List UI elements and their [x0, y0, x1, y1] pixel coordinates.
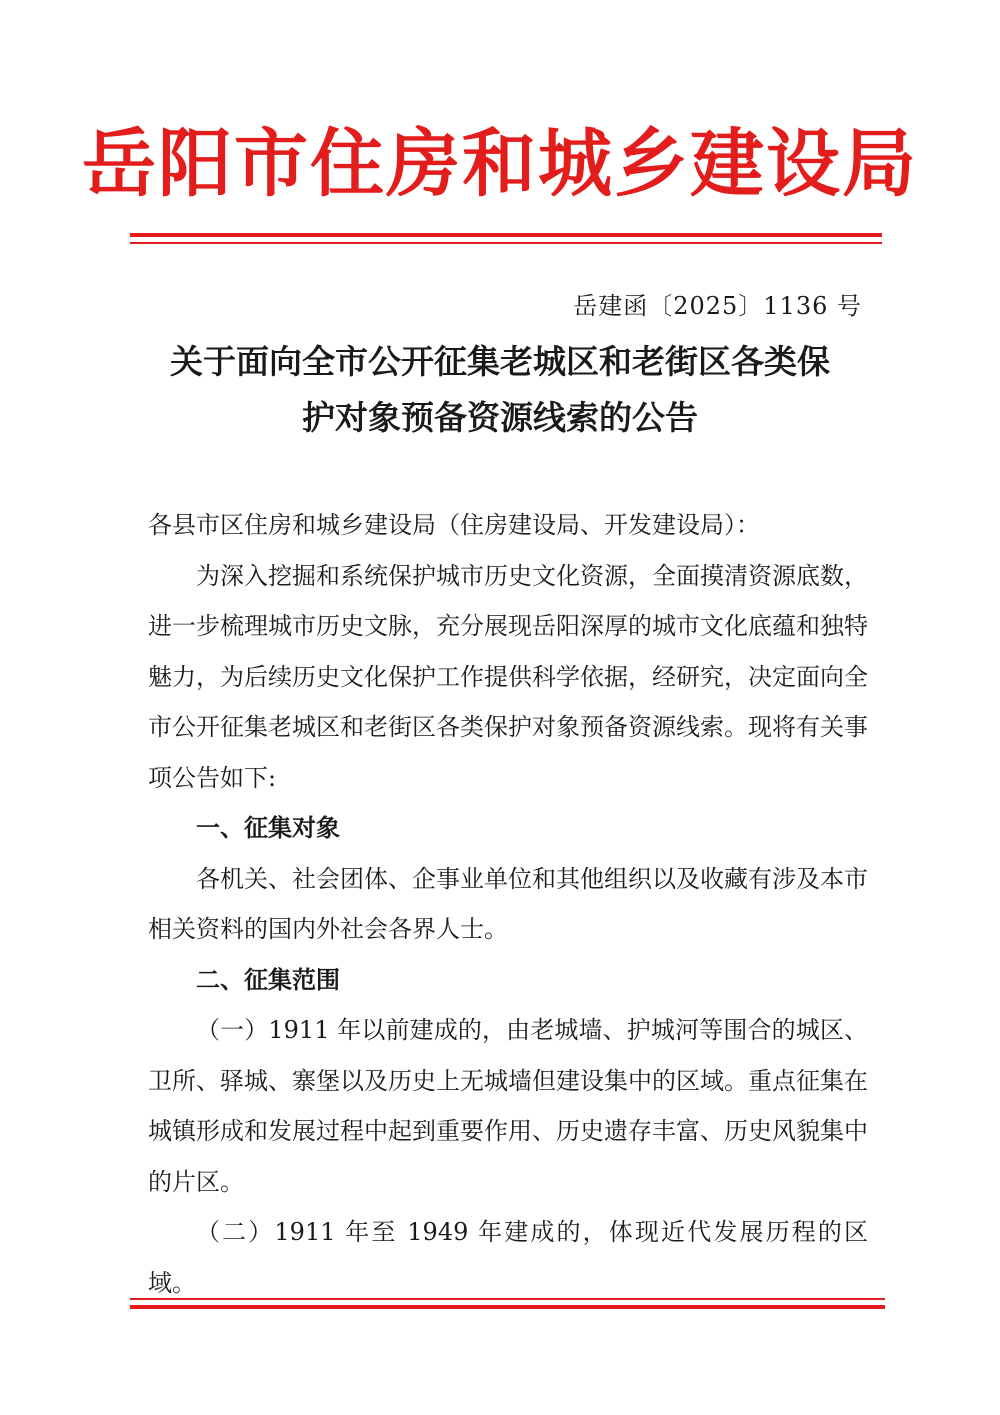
salutation: 各县市区住房和城乡建设局（住房建设局、开发建设局）：: [148, 511, 760, 539]
document-number: 岳建函〔2025〕1136 号: [573, 292, 862, 320]
section-1-paragraph: 各机关、社会团体、企事业单位和其他组织以及收藏有涉及本市相关资料的国内外社会各界人士。: [148, 864, 868, 943]
footer-divider-thin: [130, 1298, 885, 1300]
intro-paragraph: 为深入挖掘和系统保护城市历史文化资源，全面摸清资源底数，进一步梳理城市历史文脉，充分展现岳阳深厚的城市文化底蕴和独特魅力，为后续历史文化保护工作提供科学依据，经研究，决定面向全市公开征集老城区和老街区各类保护对象预备资源线索。现将有关事项公告如下:: [148, 561, 868, 792]
title-line-1: 关于面向全市公开征集老城区和老街区各类保: [170, 342, 830, 381]
section-2-item-2: （二）1911 年至 1949 年建成的，体现近代发展历程的区域。: [148, 1218, 868, 1297]
section-heading-2: 二、征集范围: [196, 965, 340, 994]
section-2-item-1: （一）1911 年以前建成的，由老城墙、护城河等围合的城区、卫所、驿城、寨堡以及历史上无城墙但建设集中的区域。重点征集在城镇形成和发展过程中起到重要作用、历史遗存丰富、历史风貌集中的片区。: [148, 1016, 868, 1196]
document-body: [148, 500, 868, 1308]
agency-masthead: 岳阳市住房和城乡建设局: [82, 121, 918, 207]
footer-divider-thick: [130, 1305, 885, 1309]
title-line-2: 护对象预备资源线索的公告: [302, 398, 698, 437]
document-title: [130, 334, 870, 446]
masthead-divider-thick: [130, 233, 882, 237]
section-heading-1: 一、征集对象: [196, 814, 340, 842]
masthead-divider-thin: [130, 242, 882, 244]
